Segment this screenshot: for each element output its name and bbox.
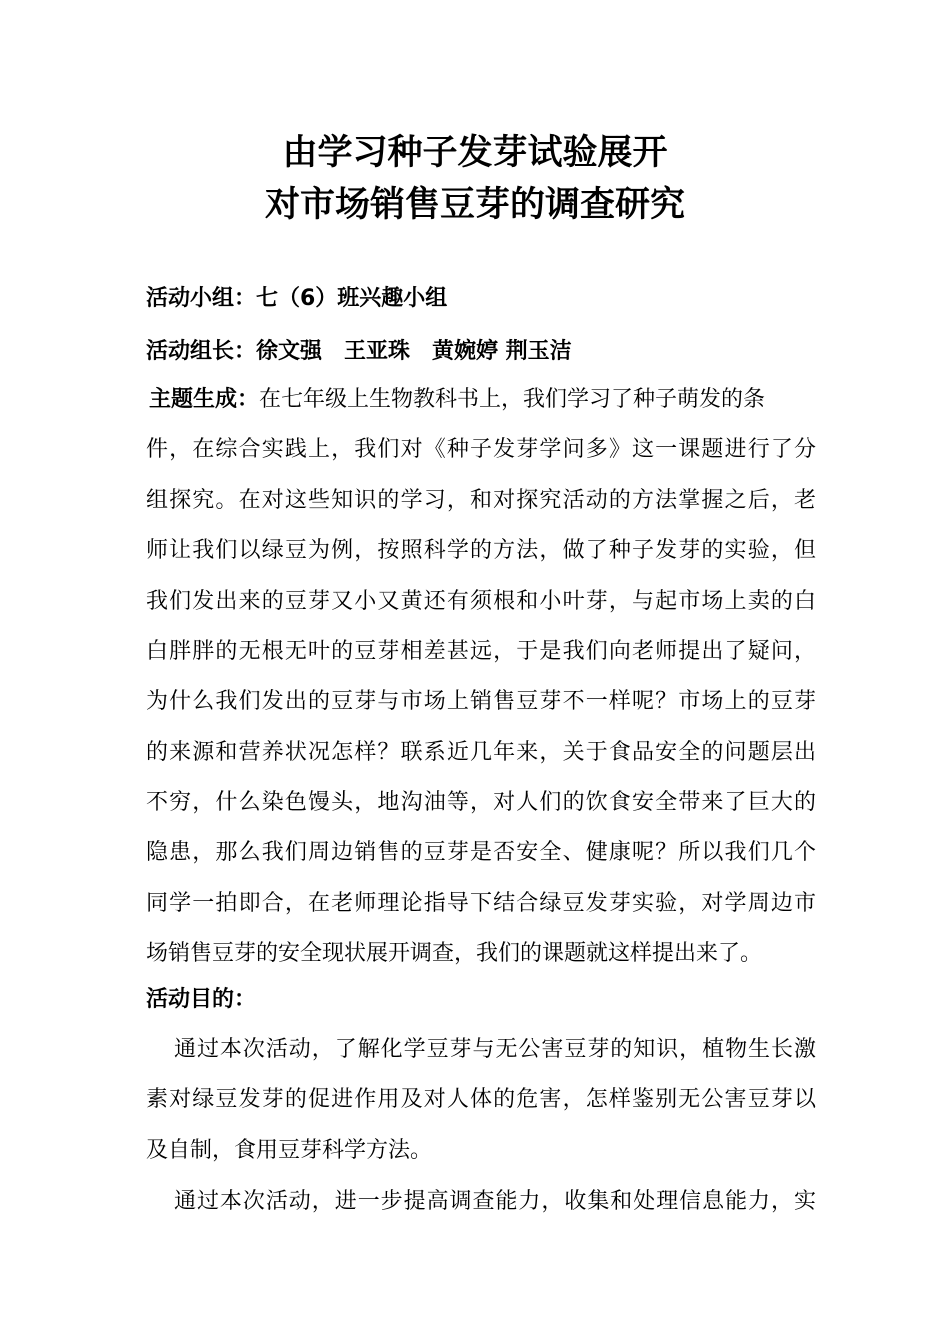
theme-line: 我们发出来的豆芽又小又黄还有须根和小叶芽，与起市场上卖的白 [146, 589, 816, 614]
theme-first-line-text: 在七年级上生物教科书上，我们学习了种子萌发的条 [259, 387, 766, 412]
theme-line: 白胖胖的无根无叶的豆芽相差甚远，于是我们向老师提出了疑问， [146, 639, 816, 664]
theme-first-line [149, 385, 819, 415]
theme-line: 组探究。在对这些知识的学习，和对探究活动的方法掌握之后，老 [146, 488, 816, 513]
theme-line: 不穷，什么染色馒头，地沟油等，对人们的饮食安全带来了巨大的 [146, 790, 816, 815]
purpose-para1-line: 素对绿豆发芽的促进作用及对人体的危害，怎样鉴别无公害豆芽以 [146, 1087, 816, 1112]
theme-line: 同学一拍即合，在老师理论指导下结合绿豆发芽实验，对学周边市 [146, 891, 816, 916]
leader-line: 活动组长：徐文强 王亚珠 黄婉婷 荆玉洁 [146, 339, 572, 364]
document-title-line-1: 由学习种子发芽试验展开 [282, 133, 668, 173]
theme-line: 为什么我们发出的豆芽与市场上销售豆芽不一样呢？市场上的豆芽 [146, 689, 816, 714]
document-title-line-2: 对市场销售豆芽的调查研究 [264, 185, 685, 225]
purpose-para2-line: 通过本次活动，进一步提高调查能力，收集和处理信息能力，实 [174, 1189, 816, 1214]
theme-line: 师让我们以绿豆为例，按照科学的方法，做了种子发芽的实验，但 [146, 538, 816, 563]
theme-label: 主题生成： [149, 387, 260, 412]
purpose-para1-line: 通过本次活动，了解化学豆芽与无公害豆芽的知识，植物生长激 [174, 1037, 816, 1062]
theme-line: 隐患，那么我们周边销售的豆芽是否安全、健康呢？所以我们几个 [146, 840, 816, 865]
purpose-heading: 活动目的： [146, 987, 257, 1012]
theme-line: 的来源和营养状况怎样？联系近几年来，关于食品安全的问题层出 [146, 740, 816, 765]
group-line: 活动小组：七（6）班兴趣小组 [146, 286, 448, 311]
purpose-para1-line: 及自制，食用豆芽科学方法。 [146, 1138, 433, 1163]
theme-line: 件，在综合实践上，我们对《种子发芽学问多》这一课题进行了分 [146, 437, 816, 462]
theme-line: 场销售豆芽的安全现状展开调查，我们的课题就这样提出来了。 [146, 941, 763, 966]
